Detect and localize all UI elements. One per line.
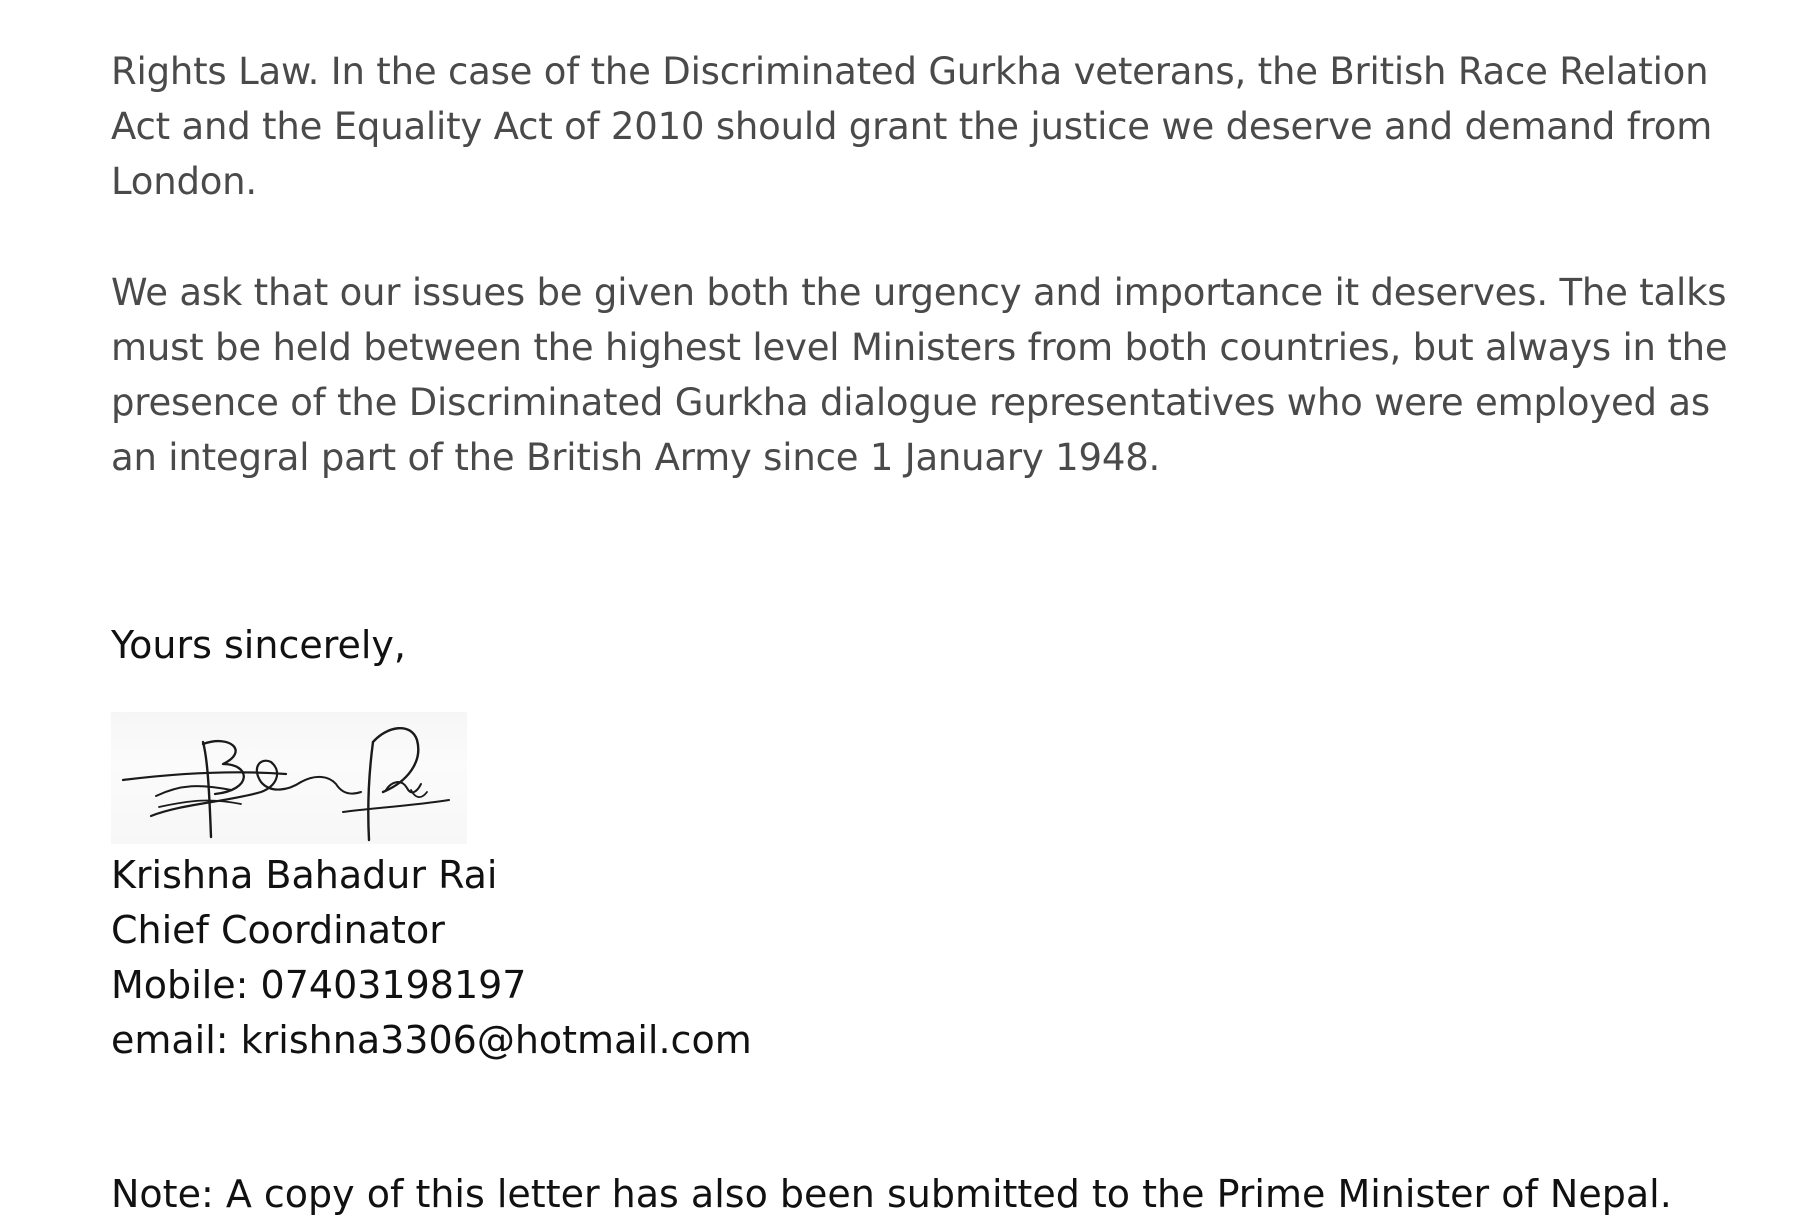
handwritten-signature-icon — [111, 712, 467, 844]
footnote: Note: A copy of this letter has also been submitted to the Prime Minister of Nepal. — [111, 1172, 1672, 1216]
signatory-email: email: krishna3306@hotmail.com — [111, 1018, 752, 1062]
signatory-name: Krishna Bahadur Rai — [111, 853, 498, 897]
body-paragraph-1: Rights Law. In the case of the Discriminated Gurkha veterans, the British Race Relation Act and the Equality Act of 2010 should grant the justice we deserve and demand from London. — [111, 50, 1713, 203]
signatory-title: Chief Coordinator — [111, 908, 445, 952]
signatory-mobile: Mobile: 07403198197 — [111, 963, 527, 1007]
closing-salutation: Yours sincerely, — [111, 623, 407, 667]
body-paragraph-2: We ask that our issues be given both the urgency and importance it deserves. The talks must be held between the highest level Ministers from both countries, but always in the presence of the Discriminated Gurkha dialogue representatives who were employed as an integral part of the British Army since 1 January 1948. — [111, 271, 1728, 479]
signatory-details — [111, 848, 752, 1068]
